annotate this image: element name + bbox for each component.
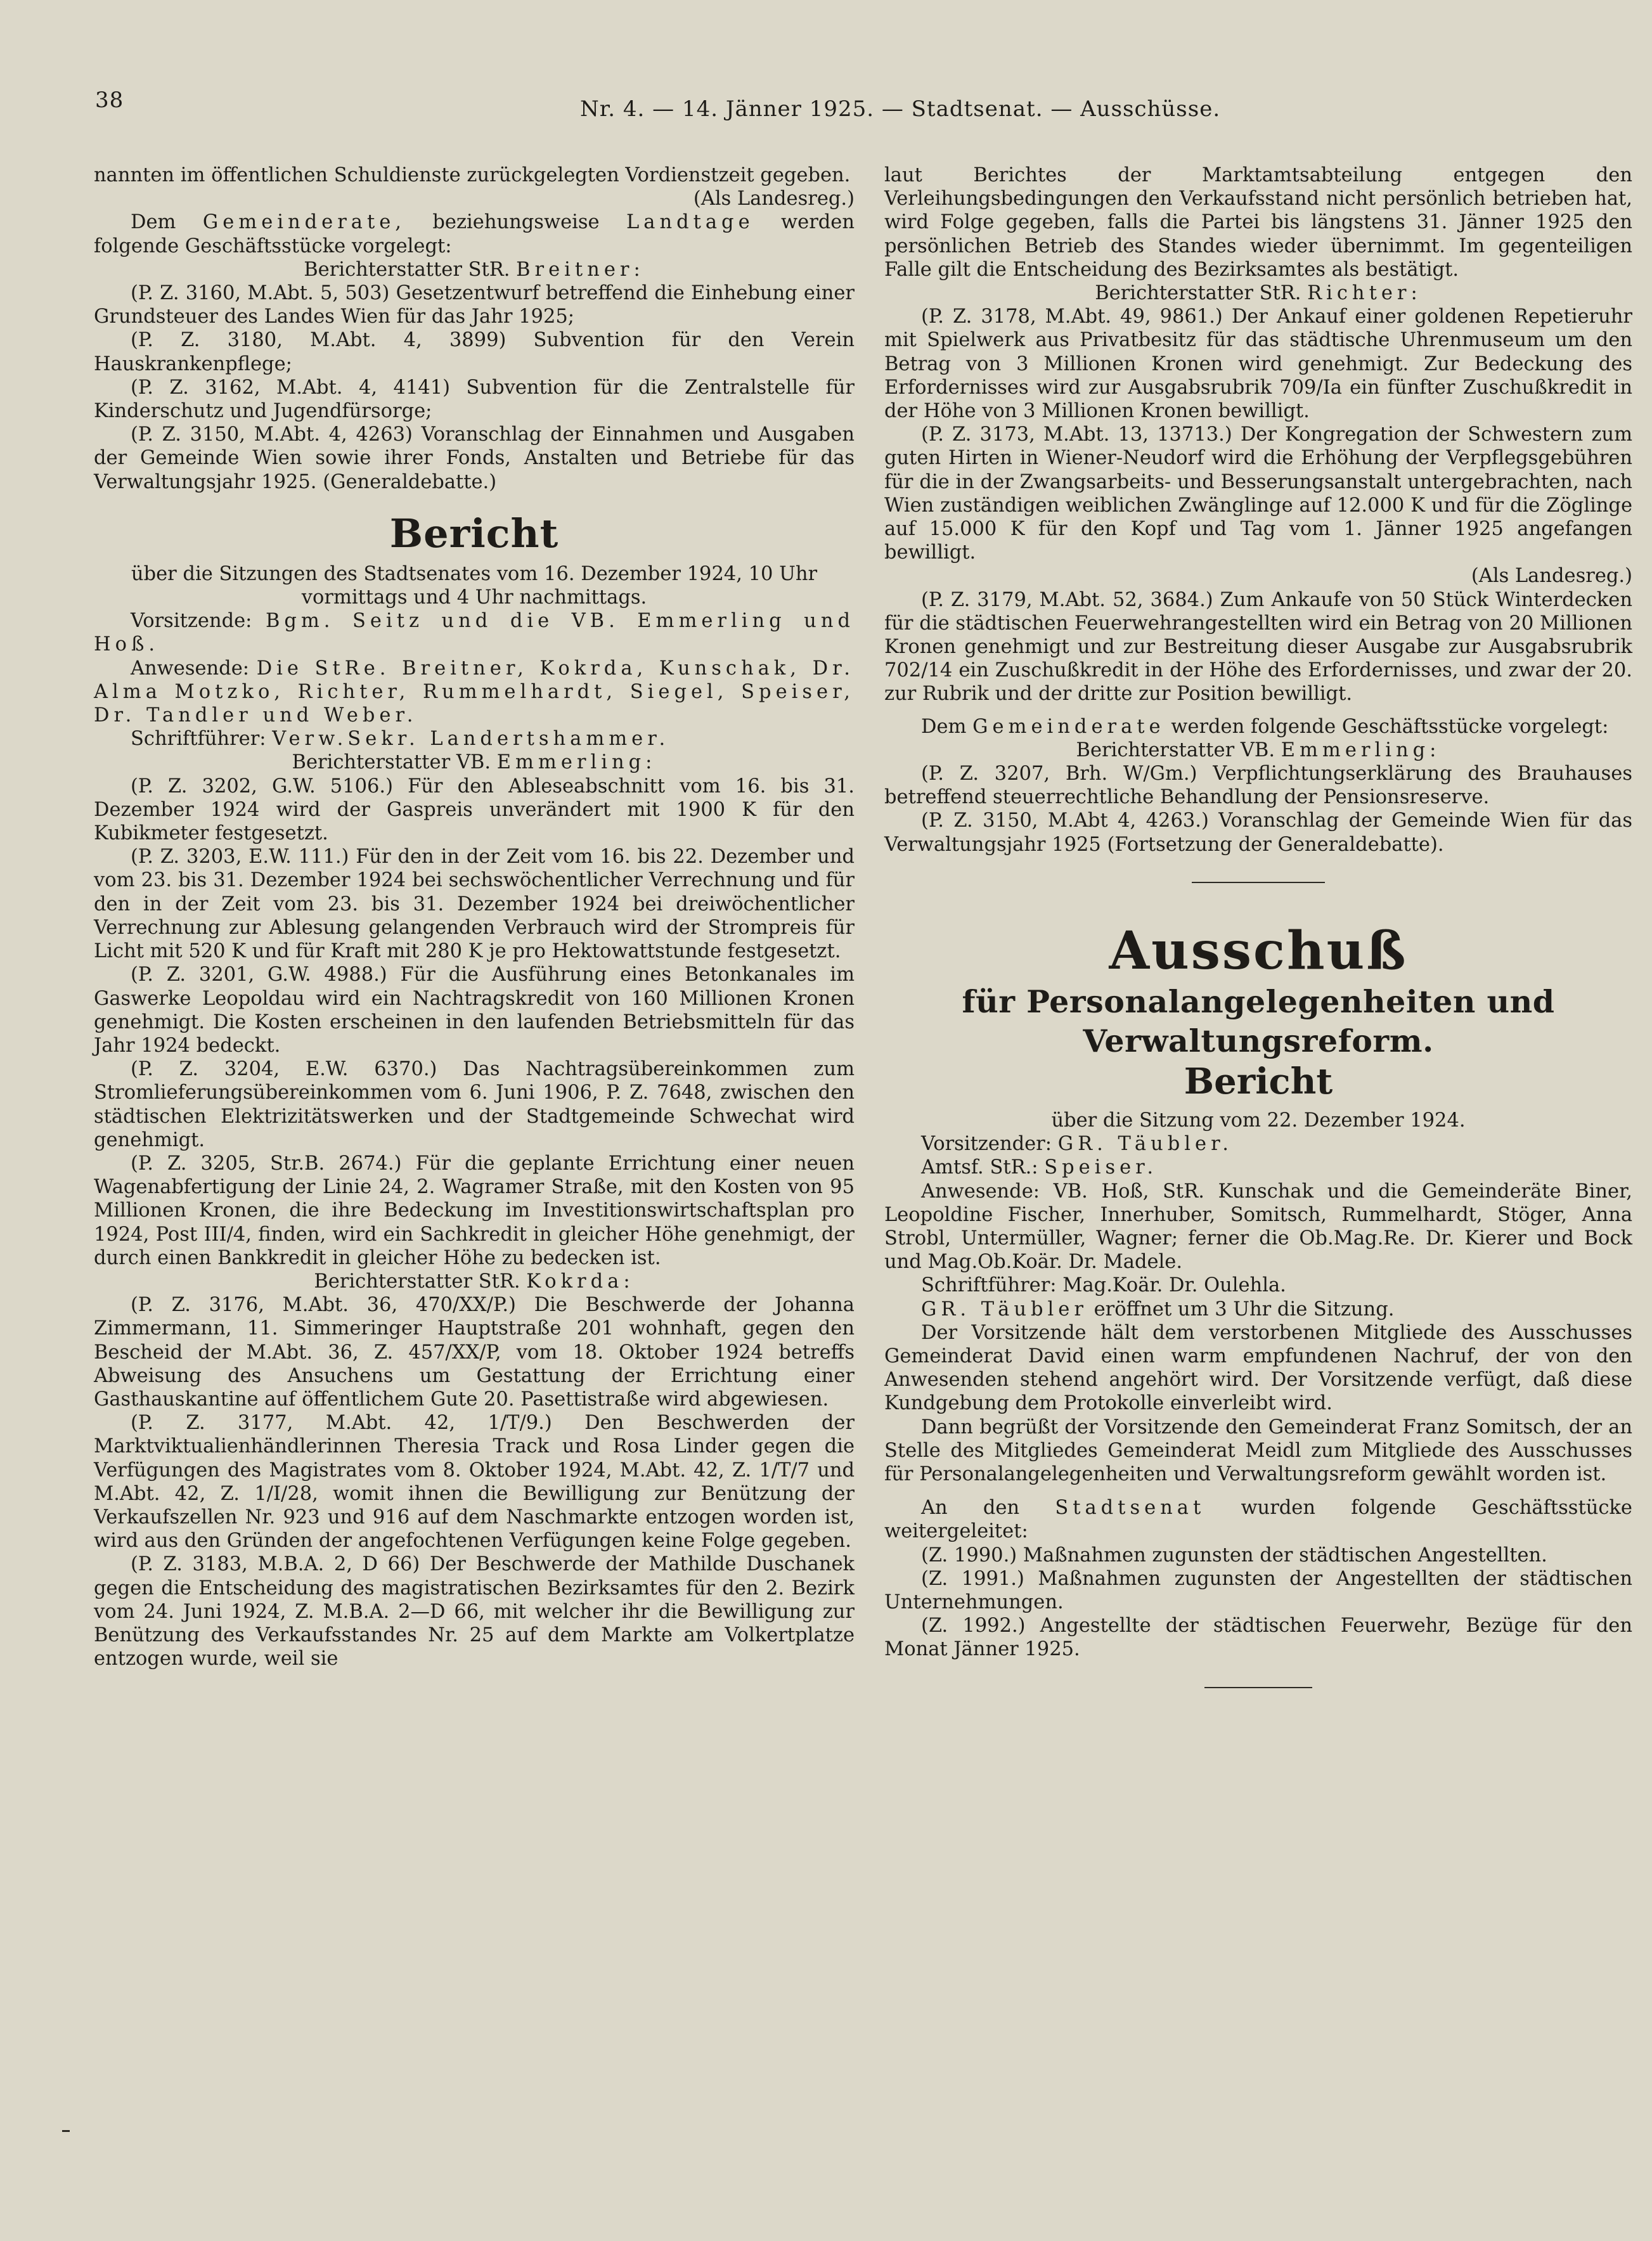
paragraph: Vorsitzende: Bgm. Seitz und die VB. Emmerling und Hoß. xyxy=(94,610,855,656)
margin-mark xyxy=(62,2130,70,2132)
list-item: (P. Z. 3150, M.Abt 4, 4263.) Voranschlag der Gemeinde Wien für das Verwaltungsjahr 1925 (Fortsetzung der Generaldebatte). xyxy=(884,810,1632,856)
page-number: 38 xyxy=(95,87,124,113)
left-column xyxy=(94,164,855,1670)
paragraph: An den Stadtsenat wurden folgende Geschäftsstücke weitergeleitet: xyxy=(884,1497,1632,1543)
list-item: (P. Z. 3160, M.Abt. 5, 503) Gesetzentwurf betreffend die Einhebung einer Grundsteuer des Landes Wien für das Jahr 1925; xyxy=(94,282,855,328)
reporter-heading: Berichterstatter VB. Emmerling: xyxy=(292,751,657,774)
reporter-heading: Berichterstatter StR. Richter: xyxy=(1095,282,1422,305)
section-subtitle: über die Sitzung vom 22. Dezember 1924. xyxy=(1051,1109,1466,1132)
right-column xyxy=(884,164,1632,1688)
paragraph: Anwesende: Die StRe. Breitner, Kokrda, Kunschak, Dr. Alma Motzko, Richter, Rummelhardt, Siegel, Speiser, Dr. Tandler und Weber. xyxy=(94,657,855,727)
paragraph: Der Vorsitzende hält dem verstorbenen Mitgliede des Ausschusses Gemeinderat David einen warm empfundenen Nachruf, der von den Anwesenden stehend angehört wird. Der Vorsitzende verfügt, daß diese Kundgebung dem Protokolle einverleibt wird. xyxy=(884,1321,1632,1415)
list-item: (P. Z. 3150, M.Abt. 4, 4263) Voranschlag der Einnahmen und Ausgaben der Gemeinde Wien sowie ihrer Fonds, Anstalten und Betriebe für das Verwaltungsjahr 1925. (Generaldebatte.) xyxy=(94,423,855,493)
list-item: (P. Z. 3204, E.W. 6370.) Das Nachtragsübereinkommen zum Stromlieferungsübereinkommen vom 6. Juni 1906, P. Z. 7648, zwischen den städtischen Elektrizitätswerken und der Stadtgemeinde Schwechat wird genehmigt. xyxy=(94,1058,855,1151)
paragraph: Dem Gemeinderate werden folgende Geschäftsstücke vorgelegt: xyxy=(921,715,1609,738)
paragraph: Dem Gemeinderate, beziehungsweise Landtage werden folgende Geschäftsstücke vorgelegt: xyxy=(94,211,855,257)
list-item: (P. Z. 3177, M.Abt. 42, 1/T/9.) Den Beschwerden der Marktviktualienhändlerinnen Theresia Track und Rosa Linder gegen die Verfügungen des Magistrates vom 8. Oktober 1924, M.Abt. 42, Z. 1/T/7 und M.Abt. 42, Z. 1/I/28, womit ihnen die Bewilligung zur Benützung der Verkaufszellen Nr. 923 und 916 auf dem Naschmarkte entzogen worden ist, wird aus den Gründen der angefochtenen Verfügungen keine Folge gegeben. xyxy=(94,1412,855,1553)
tag-landesreg: (Als Landesreg.) xyxy=(1471,565,1632,588)
list-item: (P. Z. 3176, M.Abt. 36, 470/XX/P.) Die Beschwerde der Johanna Zimmermann, 11. Simmeringer Hauptstraße 201 wohnhaft, gegen den Bescheid der M.Abt. 36, Z. 457/XX/P, vom 18. Oktober 1924 betreffs Abweisung des Ansuchens um Gestattung der Errichtung einer Gasthauskantine auf öffentlichem Gute 20. Pasettistraße wird abgewiesen. xyxy=(94,1294,855,1411)
list-item: (P. Z. 3179, M.Abt. 52, 3684.) Zum Ankaufe von 50 Stück Winterdecken für die städtischen Feuerwehrangestellten wird ein Betrag von 20 Millionen Kronen genehmigt und zur Bestreitung dieser Ausgabe zur Ausgabsrubrik 702/14 ein Zuschußkredit in der Höhe des Erfordernisses, und zwar der 20. zur Rubrik und der dritte zur Position bewilligt. xyxy=(884,588,1632,706)
paragraph: GR. Täubler eröffnet um 3 Uhr die Sitzung. xyxy=(921,1298,1395,1321)
reporter-heading: Berichterstatter StR. Breitner: xyxy=(304,258,645,281)
reporter-heading: Berichterstatter StR. Kokrda: xyxy=(314,1270,635,1293)
list-item: (Z. 1990.) Maßnahmen zugunsten der städtischen Angestellten. xyxy=(921,1544,1547,1566)
paragraph: Vorsitzender: GR. Täubler. xyxy=(921,1133,1233,1156)
paragraph: Dann begrüßt der Vorsitzende den Gemeinderat Franz Somitsch, der an Stelle des Mitgliedes Gemeinderat Meidl zum Mitgliede des Ausschusses für Personalangelegenheiten und Verwaltungsreform gewählt worden ist. xyxy=(884,1416,1632,1485)
paragraph: nannten im öffentlichen Schuldienste zurückgelegten Vordienstzeit gegeben. xyxy=(94,164,851,186)
list-item: (P. Z. 3207, Brh. W/Gm.) Verpflichtungserklärung des Brauhauses betreffend steuerrechtliche Behandlung der Pensionsreserve. xyxy=(884,763,1632,809)
list-item: (P. Z. 3180, M.Abt. 4, 3899) Subvention für den Verein Hauskrankenpflege; xyxy=(94,329,855,375)
reporter-heading: Berichterstatter VB. Emmerling: xyxy=(1076,739,1441,761)
paragraph: laut Berichtes der Marktamtsabteilung entgegen den Verleihungsbedingungen den Verkaufsstand nicht persönlich betrieben hat, wird Folge gegeben, falls die Partei bis längstens 31. Jänner 1925 den persönlichen Betrieb des Standes wieder übernimmt. Im gegenteiligen Falle gilt die Entscheidung des Bezirksamtes als bestätigt. xyxy=(884,164,1632,281)
running-title: Nr. 4. — 14. Jänner 1925. — Stadtsenat. — Ausschüsse. xyxy=(580,96,1221,122)
paragraph: Anwesende: VB. Hoß, StR. Kunschak und die Gemeinderäte Biner, Leopoldine Fischer, Innerhuber, Somitsch, Rummelhardt, Stöger, Anna Strobl, Untermüller, Wagner; ferner die Ob.Mag.Re. Dr. Kierer und Bock und Mag.Ob.Koär. Dr. Madele. xyxy=(884,1180,1632,1274)
list-item: (P. Z. 3178, M.Abt. 49, 9861.) Der Ankauf einer goldenen Repetieruhr mit Spielwerk aus Privatbesitz für das städtische Uhrenmuseum um den Betrag von 3 Millionen Kronen wird genehmigt. Zur Bedeckung des Erfordernisses wird zur Ausgabsrubrik 709/Ia ein fünfter Zuschußkredit in der Höhe von 3 Millionen Kronen bewilligt. xyxy=(884,306,1632,423)
section-title: Bericht xyxy=(1184,1060,1333,1102)
list-item: (P. Z. 3173, M.Abt. 13, 13713.) Der Kongregation der Schwestern zum guten Hirten in Wiener-Neudorf wird die Erhöhung der Verpflegsgebühren für die in der Zwangsarbeits- und Besserungsanstalt untergebrachten, nach Wien zuständigen weiblichen Zwänglinge auf 12.000 K und für die Zöglinge auf 15.000 K für den Kopf und Tag vom 1. Jänner 1925 angefangen bewilligt. xyxy=(884,423,1632,564)
list-item: (Z. 1991.) Maßnahmen zugunsten der Angestellten der städtischen Unternehmungen. xyxy=(884,1567,1632,1613)
list-item: (P. Z. 3202, G.W. 5106.) Für den Ableseabschnitt vom 16. bis 31. Dezember 1924 wird der Gaspreis unverändert mit 1900 K für den Kubikmeter festgesetzt. xyxy=(94,775,855,845)
paragraph: Schriftführer: Verw.Sekr. Landertshammer. xyxy=(131,728,670,751)
paragraph: Schriftführer: Mag.Koär. Dr. Oulehla. xyxy=(921,1274,1286,1297)
divider xyxy=(1204,1687,1312,1688)
paragraph: Amtsf. StR.: Speiser. xyxy=(921,1156,1158,1179)
list-item: (P. Z. 3162, M.Abt. 4, 4141) Subvention für die Zentralstelle für Kinderschutz und Jugendfürsorge; xyxy=(94,376,855,423)
list-item: (P. Z. 3183, M.B.A. 2, D 66) Der Beschwerde der Mathilde Duschanek gegen die Entscheidung des magistratischen Bezirksamtes für den 2. Bezirk vom 24. Juni 1924, Z. M.B.A. 2—D 66, mit welcher ihr die Bewilligung zur Benützung des Verkaufsstandes Nr. 25 auf dem Markte am Volkertplatze entzogen wurde, weil sie xyxy=(94,1553,855,1670)
list-item: (P. Z. 3201, G.W. 4988.) Für die Ausführung eines Betonkanales im Gaswerke Leopoldau wird ein Nachtragskredit von 160 Millionen Kronen genehmigt. Die Kosten erscheinen in den laufenden Betriebsmitteln für das Jahr 1924 bedeckt. xyxy=(94,964,855,1057)
list-item: (P. Z. 3205, Str.B. 2674.) Für die geplante Errichtung einer neuen Wagenabfertigung der Linie 24, 2. Wagramer Straße, mit den Kosten von 95 Millionen Kronen, die ihre Bedeckung im Investitionswirtschaftsplan pro 1924, Post III/4, finden, wird ein Sachkredit in gleicher Höhe genehmigt, der durch einen Bankkredit in gleicher Höhe zu bedecken ist. xyxy=(94,1152,855,1269)
tag-landesreg: (Als Landesreg.) xyxy=(693,188,855,210)
section-subtitle: über die Sitzungen des Stadtsenates vom 16. Dezember 1924, 10 Uhr vormittags und 4 Uhr nachmittags. xyxy=(131,562,818,609)
list-item: (P. Z. 3203, E.W. 111.) Für den in der Zeit vom 16. bis 22. Dezember und vom 23. bis 31. Dezember 1924 bei sechswöchentlicher Verrechnung und für den in der Zeit vom 23. bis 31. Dezember 1924 bei dreiwöchentlicher Verrechnung zur Ablesung gelangenden Verbrauch wird der Strompreis für Licht mit 520 K und für Kraft mit 280 K je pro Hektowattstunde festgesetzt. xyxy=(94,846,855,963)
committee-title: Ausschuß xyxy=(1109,920,1408,981)
section-title: Bericht xyxy=(389,510,559,557)
list-item: (Z. 1992.) Angestellte der städtischen Feuerwehr, Bezüge für den Monat Jänner 1925. xyxy=(884,1615,1632,1661)
committee-subtitle: für Personalangelegenheiten und Verwaltungsreform. xyxy=(962,983,1555,1059)
divider xyxy=(1192,882,1325,883)
